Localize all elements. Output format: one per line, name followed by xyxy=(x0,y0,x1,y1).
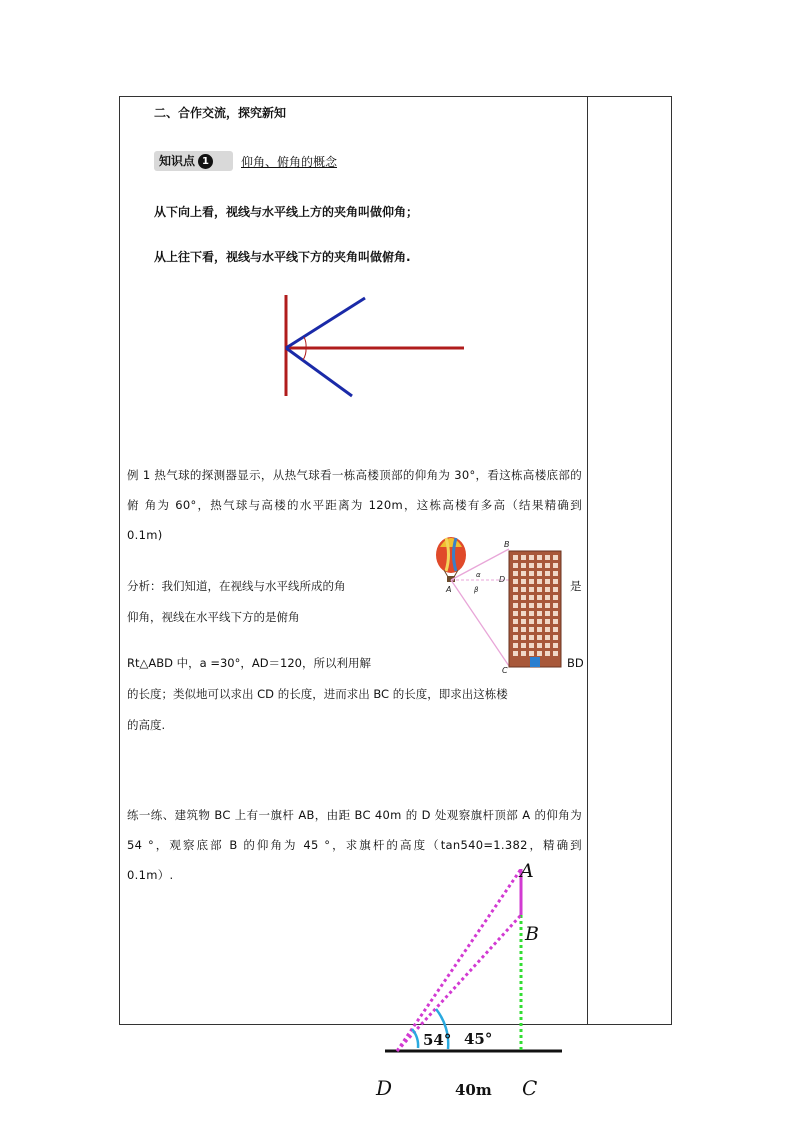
label-alpha: α xyxy=(476,571,481,579)
label-C: C xyxy=(502,666,508,673)
building-window xyxy=(521,587,526,592)
building-window xyxy=(537,635,542,640)
building-window xyxy=(513,579,518,584)
building-window xyxy=(545,651,550,656)
building-window xyxy=(513,627,518,632)
analysis-line2: 仰角，视线在水平线下方的是俯角 xyxy=(127,610,300,624)
building-window xyxy=(513,587,518,592)
building-window xyxy=(537,587,542,592)
label-angle-54: 54° xyxy=(423,1031,452,1049)
building-window xyxy=(529,587,534,592)
analysis-line3: Rt△ABD 中，a =30°，AD＝120，所以利用解 xyxy=(127,656,372,670)
building-window xyxy=(529,571,534,576)
building-window xyxy=(521,563,526,568)
building-window xyxy=(513,635,518,640)
balloon xyxy=(436,537,466,582)
building-window xyxy=(521,651,526,656)
definition-depression: 从上往下看，视线与水平线下方的夹角叫做俯角. xyxy=(154,250,411,264)
balloon-building-figure xyxy=(424,533,569,673)
building-window xyxy=(545,587,550,592)
building-window xyxy=(529,611,534,616)
building-window xyxy=(529,651,534,656)
sight-line-DA xyxy=(397,869,521,1051)
building-window xyxy=(545,555,550,560)
table-column-divider xyxy=(587,96,588,1025)
sight-line-bottom xyxy=(451,580,509,666)
analysis-line4: 的长度；类似地可以求出 CD 的长度，进而求出 BC 的长度，即求出这栋楼 xyxy=(127,687,508,701)
label-distance: 40m xyxy=(455,1081,492,1099)
building-window xyxy=(545,635,550,640)
analysis-line1: 分析：我们知道，在视线与水平线所成的角 xyxy=(127,579,346,593)
knowledge-point-title: 仰角、俯角的概念 xyxy=(241,155,338,169)
building-window xyxy=(537,579,542,584)
building-window xyxy=(521,571,526,576)
building-window xyxy=(521,619,526,624)
building-window xyxy=(537,563,542,568)
building-window xyxy=(537,603,542,608)
building-window xyxy=(553,643,558,648)
building-window xyxy=(537,571,542,576)
building-window xyxy=(553,611,558,616)
building-window xyxy=(537,627,542,632)
label-angle-45: 45° xyxy=(464,1030,493,1048)
building-window xyxy=(521,643,526,648)
angle-arc-54 xyxy=(412,1029,418,1048)
label-D: D xyxy=(376,1076,393,1100)
flagpole-figure xyxy=(370,855,580,1105)
building-window xyxy=(537,619,542,624)
building-window xyxy=(513,595,518,600)
building-window xyxy=(529,555,534,560)
building-window xyxy=(513,619,518,624)
building-window xyxy=(553,555,558,560)
building-door xyxy=(530,657,540,667)
building-window xyxy=(521,611,526,616)
building-window xyxy=(553,627,558,632)
building-window xyxy=(545,563,550,568)
label-A: A xyxy=(520,860,534,882)
building-window xyxy=(553,563,558,568)
building-window xyxy=(553,651,558,656)
balloon-building-svg xyxy=(424,533,569,673)
building-window xyxy=(553,587,558,592)
building-window xyxy=(529,627,534,632)
analysis-line1-tail: 是 xyxy=(570,579,582,593)
building-window xyxy=(529,579,534,584)
knowledge-point-badge xyxy=(154,151,233,171)
building-window xyxy=(513,611,518,616)
practice-text: 练一练、建筑物 BC 上有一旗杆 AB，由距 BC 40m 的 D 处观察旗杆顶部 A 的仰角为 54 °，观察底部 B 的仰角为 45 °，求旗杆的高度（tan540=1.382，精确到 0.1m）. xyxy=(127,808,582,882)
building xyxy=(509,551,561,667)
analysis-line5: 的高度. xyxy=(127,718,166,732)
building-window xyxy=(521,595,526,600)
building-window xyxy=(553,579,558,584)
sight-line-DB xyxy=(397,915,521,1051)
building-window xyxy=(521,603,526,608)
analysis-line3-tail: BD xyxy=(567,656,584,670)
label-B: B xyxy=(504,540,510,549)
building-window xyxy=(513,651,518,656)
elevation-depression-figure xyxy=(270,290,475,402)
section-title: 二、合作交流，探究新知 xyxy=(154,106,287,120)
building-window xyxy=(513,643,518,648)
building-window xyxy=(553,595,558,600)
label-A: A xyxy=(446,585,452,594)
label-beta: β xyxy=(474,586,479,594)
label-D: D xyxy=(499,575,506,584)
building-window xyxy=(529,619,534,624)
building-window xyxy=(529,595,534,600)
building-window xyxy=(545,603,550,608)
building-window xyxy=(513,603,518,608)
depression-angle-arc xyxy=(303,348,306,360)
building-window xyxy=(529,563,534,568)
building-window xyxy=(521,627,526,632)
building-window xyxy=(553,635,558,640)
building-window xyxy=(545,595,550,600)
building-window xyxy=(545,611,550,616)
building-window xyxy=(513,571,518,576)
building-window xyxy=(545,643,550,648)
building-window xyxy=(529,635,534,640)
building-window xyxy=(537,595,542,600)
building-window xyxy=(521,635,526,640)
building-window xyxy=(529,643,534,648)
building-window xyxy=(537,555,542,560)
building-window xyxy=(553,571,558,576)
elevation-angle-arc xyxy=(304,337,306,348)
building-window xyxy=(529,603,534,608)
building-window xyxy=(545,571,550,576)
building-window xyxy=(513,555,518,560)
building-window xyxy=(537,651,542,656)
building-window xyxy=(553,603,558,608)
building-window xyxy=(545,579,550,584)
label-C: C xyxy=(522,1076,538,1100)
upper-sight-line xyxy=(286,298,365,348)
label-B: B xyxy=(525,923,539,945)
building-window xyxy=(537,611,542,616)
badge-label: 知识点 xyxy=(159,154,196,168)
building-window xyxy=(545,619,550,624)
example1-text: 例 1 热气球的探测器显示，从热气球看一栋高楼顶部的仰角为 30°，看这栋高楼底部的俯 角为 60°，热气球与高楼的水平距离为 120m，这栋高楼有多高（结果精确到 0.1m) xyxy=(127,468,582,542)
definition-elevation: 从下向上看，视线与水平线上方的夹角叫做仰角； xyxy=(154,205,419,219)
badge-number: 1 xyxy=(198,154,213,169)
building-window xyxy=(537,643,542,648)
building-window xyxy=(513,563,518,568)
lower-sight-line xyxy=(286,348,352,396)
building-window xyxy=(545,627,550,632)
building-window xyxy=(521,579,526,584)
building-window xyxy=(553,619,558,624)
building-window xyxy=(521,555,526,560)
flagpole-svg xyxy=(370,855,580,1105)
